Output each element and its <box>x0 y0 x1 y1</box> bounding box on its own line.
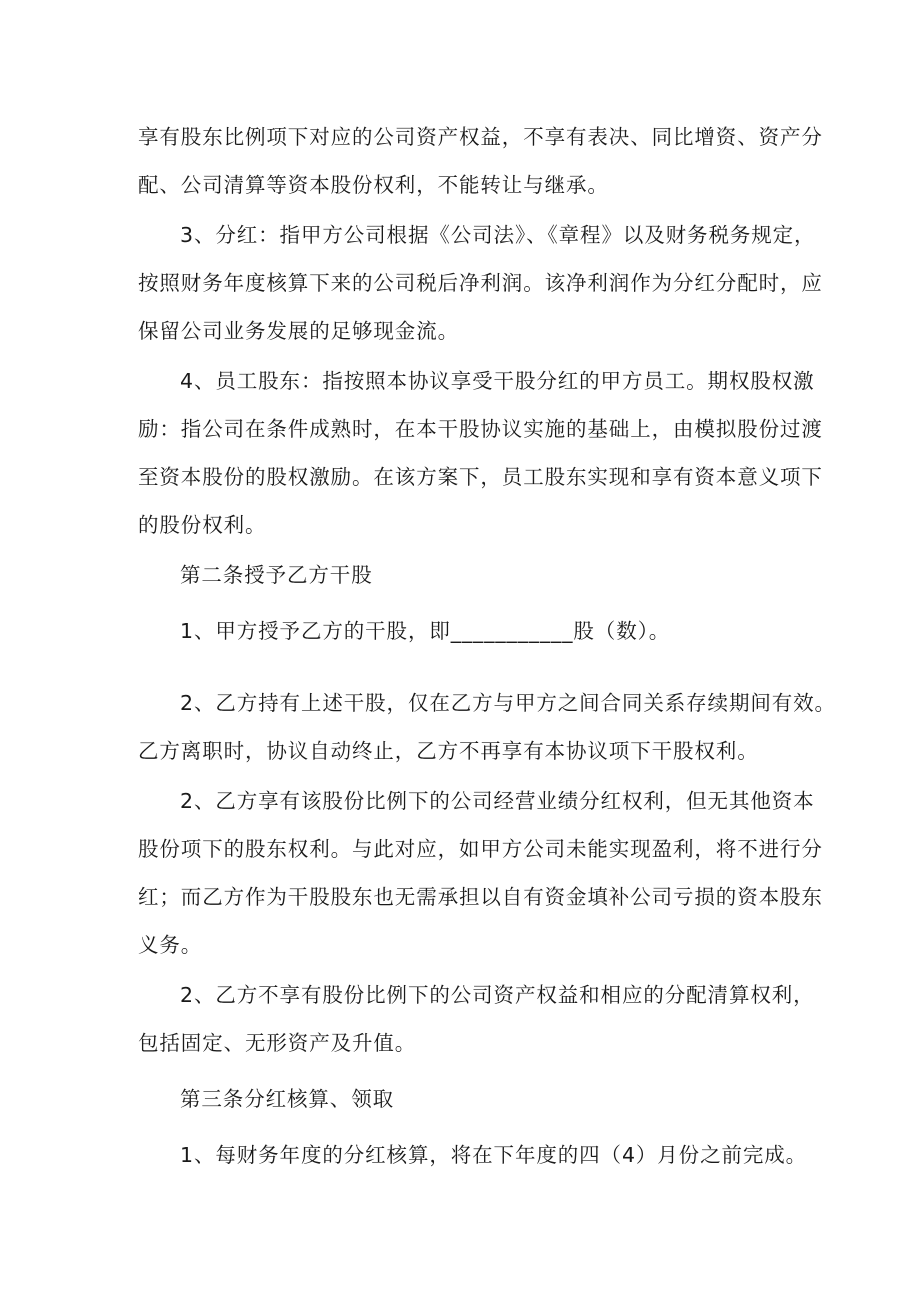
paragraph-line: 配、公司清算等资本股份权利，不能转让与继承。 <box>138 173 609 197</box>
paragraph-line: 3、分红：指甲方公司根据《公司法》、《章程》以及财务税务规定， <box>180 223 816 247</box>
paragraph-line: 红；而乙方作为干股股东也无需承担以自有资金填补公司亏损的资本股东 <box>138 885 823 909</box>
paragraph-line: 乙方离职时，协议自动终止，乙方不再享有本协议项下干股权利。 <box>138 739 759 763</box>
paragraph-line: 2、乙方持有上述干股，仅在乙方与甲方之间合同关系存续期间有效。 <box>180 691 836 715</box>
paragraph-line: 包括固定、无形资产及升值。 <box>138 1031 417 1055</box>
paragraph-line: 股份项下的股东权利。与此对应，如甲方公司未能实现盈利，将不进行分 <box>138 837 823 861</box>
paragraph-line: 励：指公司在条件成熟时，在本干股协议实施的基础上，由模拟股份过渡 <box>138 417 823 441</box>
section-heading: 第二条授予乙方干股 <box>180 563 373 587</box>
paragraph-line: 义务。 <box>138 933 203 957</box>
paragraph-line: 4、员工股东：指按照本协议享受干股分红的甲方员工。期权股权激 <box>180 369 815 393</box>
paragraph-line: 2、乙方享有该股份比例下的公司经营业绩分红权利，但无其他资本 <box>180 789 815 813</box>
paragraph-line: 2、乙方不享有股份比例下的公司资产权益和相应的分配清算权利， <box>180 983 815 1007</box>
paragraph-line: 的股份权利。 <box>138 513 267 537</box>
paragraph-line: 1、甲方授予乙方的干股，即___________股（数）。 <box>180 619 671 643</box>
paragraph-line: 至资本股份的股权激励。在该方案下，员工股东实现和享有资本意义项下 <box>138 465 823 489</box>
paragraph-line: 享有股东比例项下对应的公司资产权益，不享有表决、同比增资、资产分 <box>138 125 823 149</box>
paragraph-line: 1、每财务年度的分红核算，将在下年度的四（4）月份之前完成。 <box>180 1143 808 1167</box>
paragraph-line: 按照财务年度核算下来的公司税后净利润。该净利润作为分红分配时，应 <box>138 271 823 295</box>
section-heading: 第三条分红核算、领取 <box>180 1087 394 1111</box>
paragraph-line: 保留公司业务发展的足够现金流。 <box>138 319 459 343</box>
